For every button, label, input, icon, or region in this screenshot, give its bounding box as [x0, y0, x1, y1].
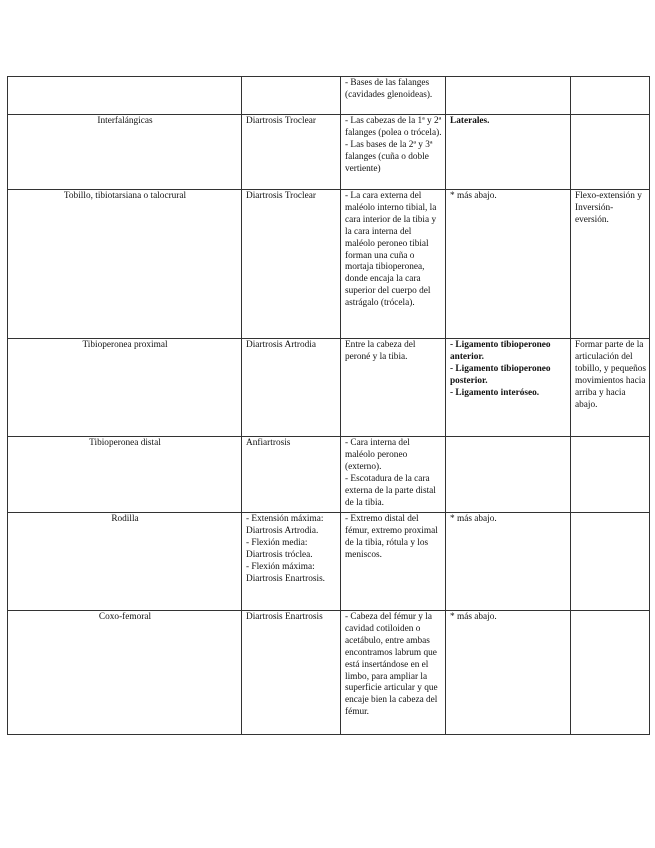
joint-name-cell: Tibioperonea proximal — [8, 339, 242, 437]
joint-type-cell — [242, 190, 341, 339]
movements-cell: Formar parte de la articulación del tobillo, y pequeños movimientos hacia arriba y hacia abajo. — [571, 339, 650, 437]
surface-text: Entre la cabeza del peroné y la tibia. — [345, 340, 416, 362]
ligament-text: - Ligamento interóseo. — [450, 387, 540, 398]
ligaments-cell — [446, 611, 571, 735]
surface-text: - Las cabezas de la 1ª y 2ª falanges (polea o trócela). — [345, 116, 442, 138]
ligaments-cell — [446, 437, 571, 513]
articular-surfaces-cell — [341, 115, 446, 190]
surface-text: - Extremo distal del fémur, extremo proximal de la tibia, rótula y los meniscos. — [345, 514, 438, 560]
movements-cell — [571, 437, 650, 513]
surface-text: - Cabeza del fémur y la cavidad cotiloiden o acetábulo, entre ambas encontramos labrum que está insertándose en el limbo, para ampliar la superficie articular y que encaje bien la cabeza del fémur. — [345, 612, 438, 718]
joint-type-cell — [242, 513, 341, 611]
ligaments-cell — [446, 339, 571, 437]
movements-cell — [571, 77, 650, 115]
movements-cell — [571, 611, 650, 735]
articular-surfaces-cell — [341, 77, 446, 115]
ligaments-cell — [446, 190, 571, 339]
table-row — [8, 190, 650, 339]
joint-type-text: Diartrosis Artrodia — [246, 340, 316, 350]
joint-type-text: Anfiartrosis — [246, 438, 291, 448]
ligament-note: * más abajo. — [450, 612, 497, 622]
articular-surfaces-cell — [341, 437, 446, 513]
ligament-text: - Ligamento tibioperoneo posterior. — [450, 363, 551, 386]
joint-type-text: - Flexión máxima: Diartrosis Enartrosis. — [246, 561, 326, 584]
joint-type-text: Diartrosis Troclear — [246, 116, 316, 126]
joints-table-body — [8, 77, 650, 735]
articular-surfaces-cell — [341, 339, 446, 437]
movements-cell — [571, 513, 650, 611]
ligaments-cell — [446, 513, 571, 611]
ligament-note: * más abajo. — [450, 514, 497, 524]
surface-text: - La cara externa del maléolo interno tibial, la cara interior de la tibia y la cara interna del maléolo peroneo tibial forman una cuña o mortaja tibioperonea, donde encaja la cara superior del cuerpo del astrágalo (trócela). — [345, 191, 437, 309]
joint-name-cell: Coxo-femoral — [8, 611, 242, 735]
joint-type-text: - Flexión media: Diartrosis tróclea. — [246, 537, 313, 560]
joint-name-cell: Interfalángicas — [8, 115, 242, 190]
joint-type-cell — [242, 115, 341, 190]
ligaments-cell — [446, 77, 571, 115]
joint-type-cell — [242, 611, 341, 735]
ligament-text: - Ligamento tibioperoneo anterior. — [450, 340, 551, 362]
surface-text: - Escotadura de la cara externa de la parte distal de la tibia. — [345, 473, 436, 508]
joint-name-cell: Rodilla — [8, 513, 242, 611]
ligament-note: * más abajo. — [450, 191, 497, 201]
table-row — [8, 339, 650, 437]
surface-text: - Cara interna del maléolo peroneo (externo). — [345, 438, 410, 472]
movements-cell: Flexo-extensión y Inversión-eversión. — [571, 190, 650, 339]
joints-table — [7, 76, 650, 735]
table-row — [8, 437, 650, 513]
table-row — [8, 513, 650, 611]
articular-surfaces-cell — [341, 513, 446, 611]
joint-type-cell — [242, 437, 341, 513]
table-row — [8, 115, 650, 190]
joint-type-cell — [242, 77, 341, 115]
ligaments-cell — [446, 115, 571, 190]
joint-type-text: Diartrosis Enartrosis — [246, 612, 323, 622]
joint-name-cell: Tibioperonea distal — [8, 437, 242, 513]
joint-type-cell — [242, 339, 341, 437]
articular-surfaces-cell — [341, 190, 446, 339]
ligament-text: Laterales. — [450, 116, 490, 126]
table-row — [8, 611, 650, 735]
surface-text: - Las bases de la 2ª y 3ª falanges (cuña o doble vertiente) — [345, 139, 433, 174]
table-row — [8, 77, 650, 115]
joint-name-cell: Tobillo, tibiotarsiana o talocrural — [8, 190, 242, 339]
joint-name-cell — [8, 77, 242, 115]
articular-surfaces-cell — [341, 611, 446, 735]
surface-text: - Bases de las falanges (cavidades glenoideas). — [345, 78, 433, 100]
joint-type-text: - Extensión máxima: Diartrosis Artrodia. — [246, 514, 324, 536]
joint-type-text: Diartrosis Troclear — [246, 191, 316, 201]
movements-cell — [571, 115, 650, 190]
